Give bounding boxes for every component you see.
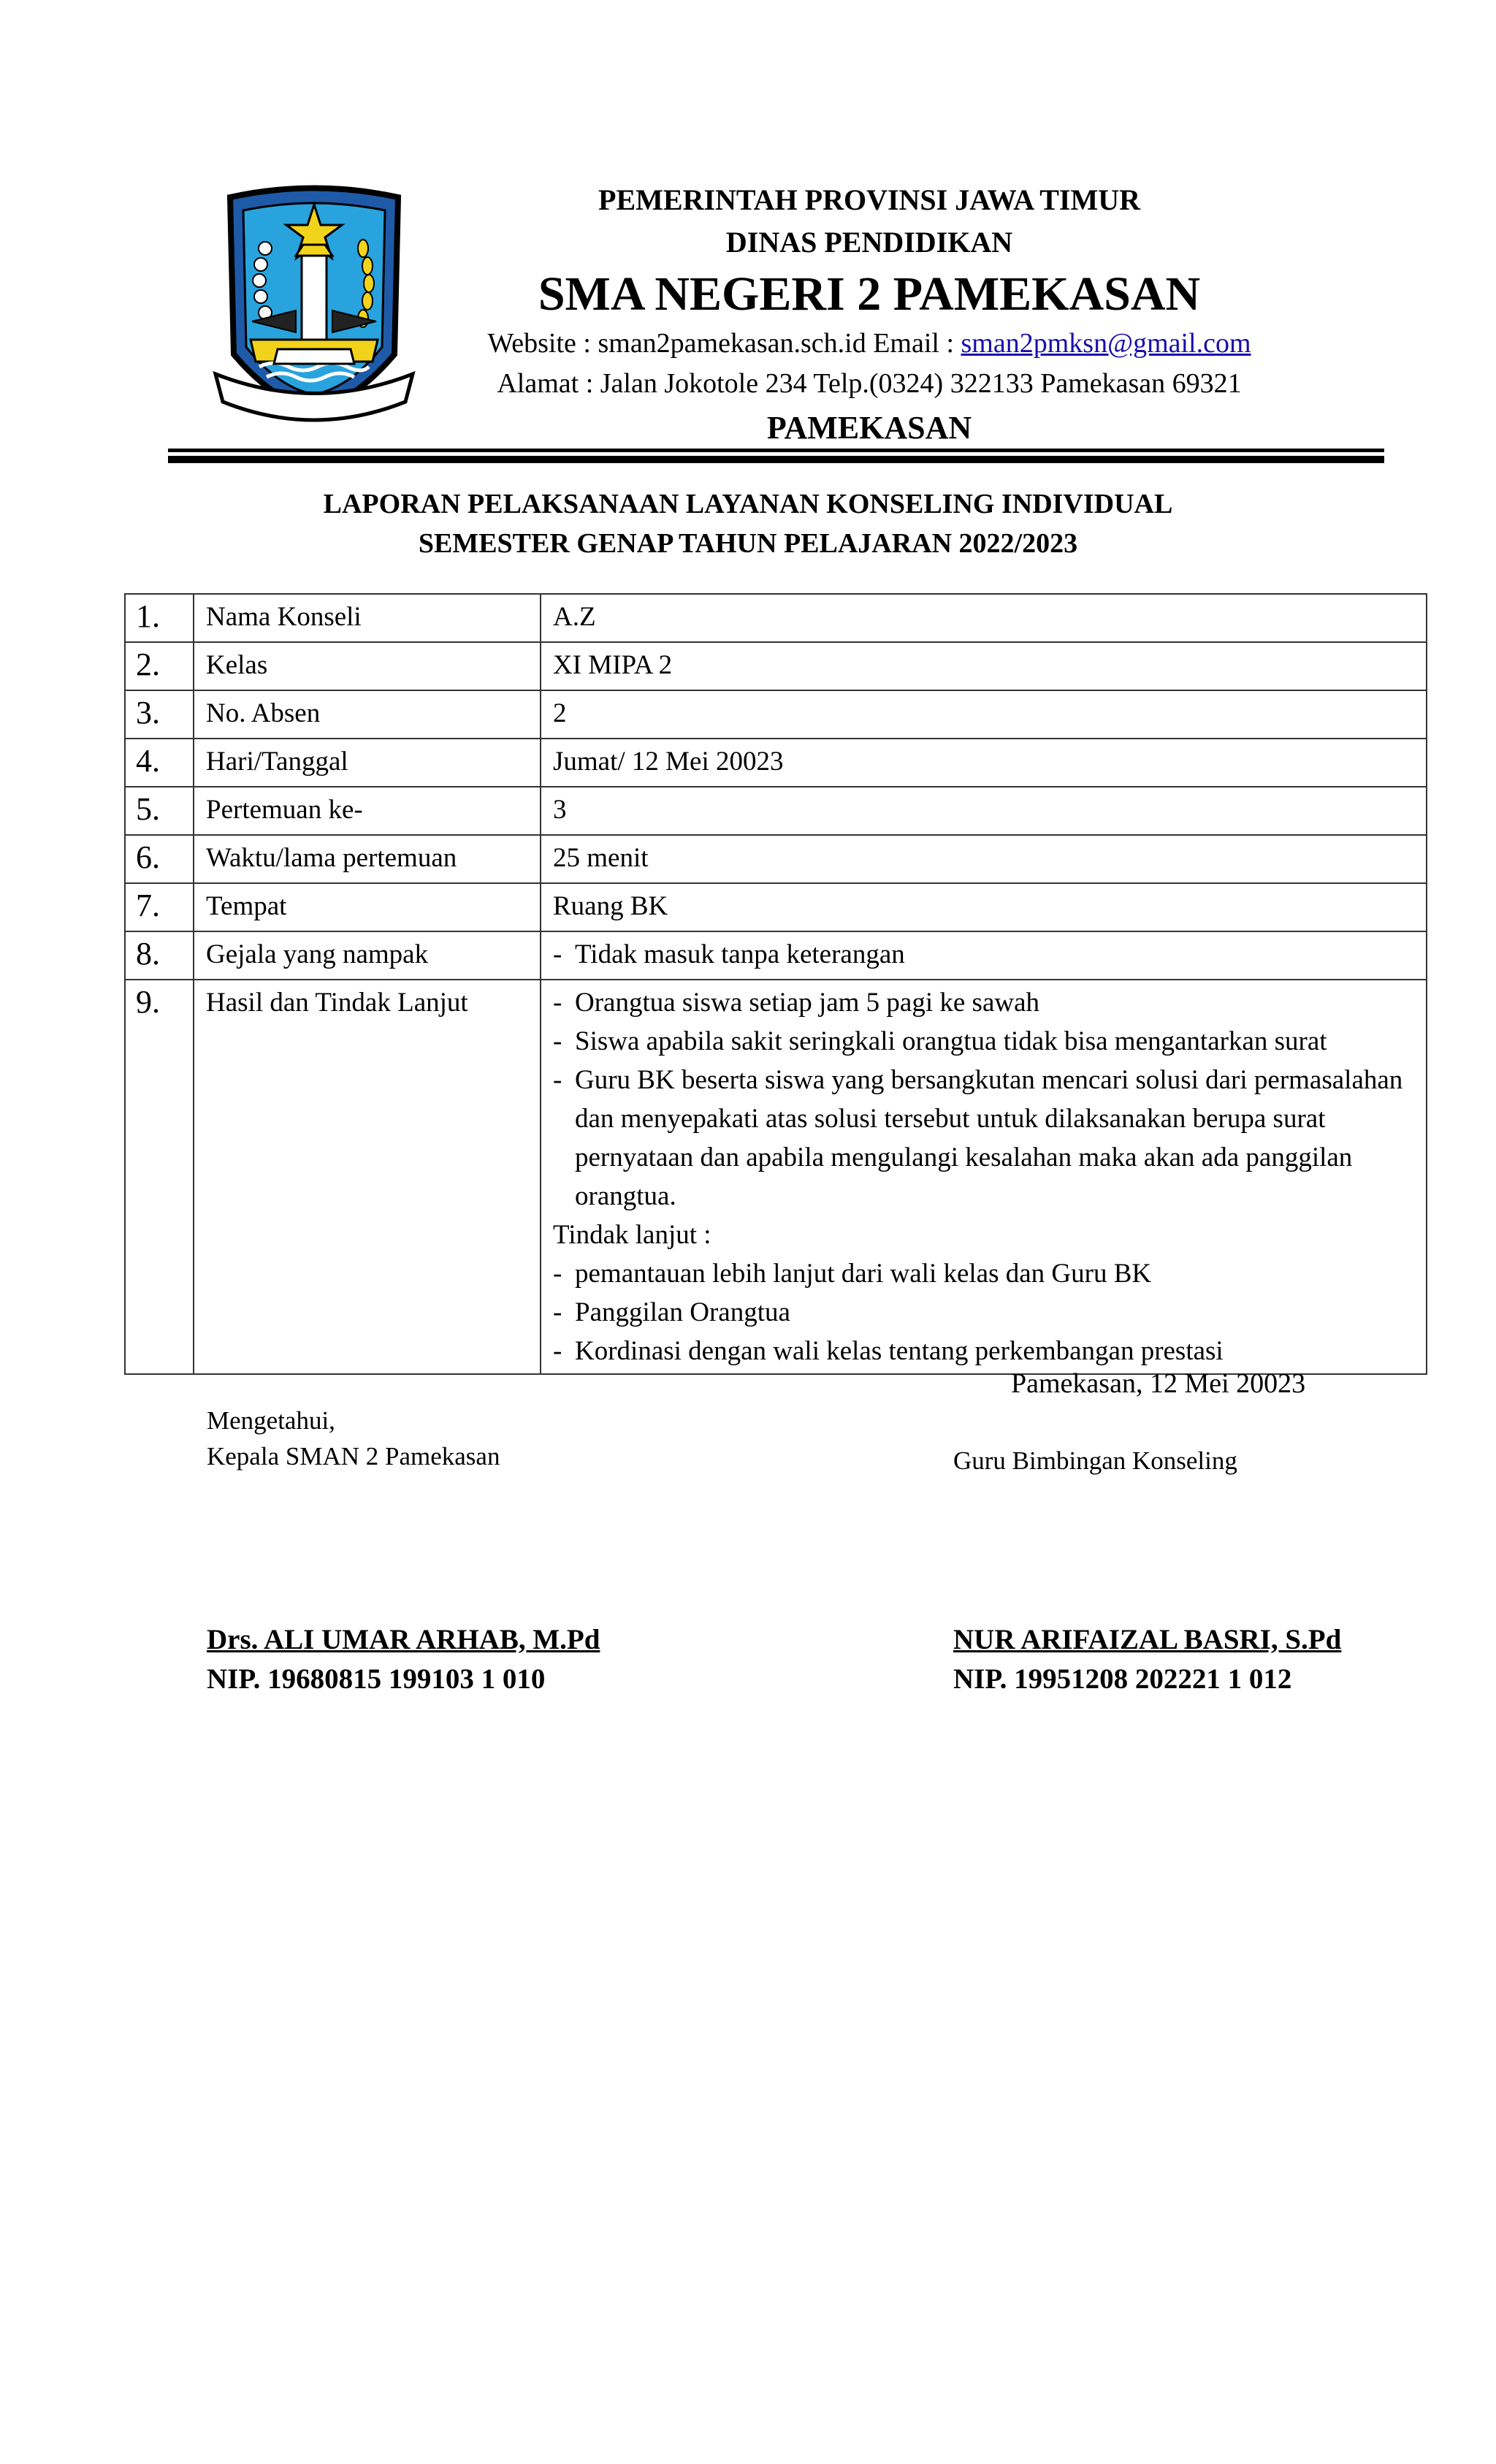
list-item: - Orangtua siswa setiap jam 5 pagi ke sawah — [553, 983, 1414, 1022]
row-value: 25 menit — [541, 835, 1427, 883]
row-number: 1. — [125, 594, 194, 642]
letterhead-school-name: SMA NEGERI 2 PAMEKASAN — [538, 267, 1201, 321]
row-label: Hari/Tanggal — [194, 739, 541, 787]
row-label: Nama Konseli — [194, 594, 541, 642]
table-row — [125, 594, 1427, 642]
row-label: Waktu/lama pertemuan — [194, 835, 541, 883]
result-list — [553, 983, 1414, 1216]
row-number: 9. — [125, 980, 194, 1374]
list-item: - pemantauan lebih lanjut dari wali kelas dan Guru BK — [553, 1254, 1414, 1293]
row-value: 3 — [541, 787, 1427, 835]
report-title: LAPORAN PELAKSANAAN LAYANAN KONSELING INDIVIDUAL — [323, 489, 1173, 519]
row-value — [541, 980, 1427, 1374]
row-label: Gejala yang nampak — [194, 931, 541, 980]
list-item: - Guru BK beserta siswa yang bersangkutan mencari solusi dari permasalahan dan menyepakati atas solusi tersebut untuk dilaksanakan berupa surat pernyataan dan apabila mengulangi kesalahan maka akan ada panggilan orangtua. — [553, 1061, 1414, 1216]
table-row — [125, 883, 1427, 931]
row-label: Kelas — [194, 642, 541, 690]
list-item: - Kordinasi dengan wali kelas tentang perkembangan prestasi — [553, 1332, 1414, 1370]
principal-nip: NIP. 19680815 199103 1 010 — [207, 1663, 546, 1695]
table-row — [125, 787, 1427, 835]
website-text: Website : sman2pamekasan.sch.id Email : — [487, 328, 961, 359]
followup-list — [553, 1254, 1414, 1370]
letterhead-divider-thin — [168, 449, 1384, 452]
row-number: 8. — [125, 931, 194, 980]
row-number: 3. — [125, 690, 194, 739]
table-row-results — [125, 980, 1427, 1374]
list-item: - Siswa apabila sakit seringkali orangtua tidak bisa mengantarkan surat — [553, 1022, 1414, 1061]
row-number: 6. — [125, 835, 194, 883]
letterhead-address: Alamat : Jalan Jokotole 234 Telp.(0324) 322133 Pamekasan 69321 — [497, 368, 1242, 399]
report-subtitle: SEMESTER GENAP TAHUN PELAJARAN 2022/2023 — [418, 528, 1078, 559]
table-row — [125, 690, 1427, 739]
principal-name: Drs. ALI UMAR ARHAB, M.Pd — [207, 1624, 600, 1655]
table-row — [125, 739, 1427, 787]
list-item: - Panggilan Orangtua — [553, 1293, 1414, 1332]
principal-title: Kepala SMAN 2 Pamekasan — [207, 1442, 500, 1471]
row-number: 7. — [125, 883, 194, 931]
symptom-list — [553, 935, 1414, 974]
letterhead-government: PEMERINTAH PROVINSI JAWA TIMUR — [598, 183, 1140, 216]
jawa-timur-emblem-icon — [208, 183, 420, 435]
list-item: - Tidak masuk tanpa keterangan — [553, 935, 1414, 974]
row-value: Ruang BK — [541, 883, 1427, 931]
row-value: 2 — [541, 690, 1427, 739]
letterhead-city: PAMEKASAN — [766, 410, 972, 446]
row-label: Hasil dan Tindak Lanjut — [194, 980, 541, 1374]
row-value: A.Z — [541, 594, 1427, 642]
counselor-name: NUR ARIFAIZAL BASRI, S.Pd — [953, 1624, 1342, 1655]
table-row — [125, 642, 1427, 690]
row-value: XI MIPA 2 — [541, 642, 1427, 690]
row-label: Tempat — [194, 883, 541, 931]
letterhead-divider-thick — [168, 456, 1384, 463]
letterhead-contact — [431, 327, 1308, 359]
place-date: Pamekasan, 12 Mei 20023 — [1011, 1368, 1306, 1399]
row-label: No. Absen — [194, 690, 541, 739]
row-value — [541, 931, 1427, 980]
counselor-nip: NIP. 19951208 202221 1 012 — [953, 1663, 1292, 1695]
row-label: Pertemuan ke- — [194, 787, 541, 835]
row-value: Jumat/ 12 Mei 20023 — [541, 739, 1427, 787]
acknowledged-label: Mengetahui, — [207, 1406, 335, 1435]
row-number: 5. — [125, 787, 194, 835]
table-row-symptoms — [125, 931, 1427, 980]
counseling-report-table — [124, 593, 1427, 1375]
row-number: 2. — [125, 642, 194, 690]
row-number: 4. — [125, 739, 194, 787]
followup-heading: Tindak lanjut : — [553, 1220, 711, 1250]
table-row — [125, 835, 1427, 883]
counselor-title: Guru Bimbingan Konseling — [953, 1446, 1237, 1475]
letterhead-agency: DINAS PENDIDIKAN — [725, 226, 1013, 259]
email-link[interactable]: sman2pmksn@gmail.com — [961, 328, 1251, 359]
